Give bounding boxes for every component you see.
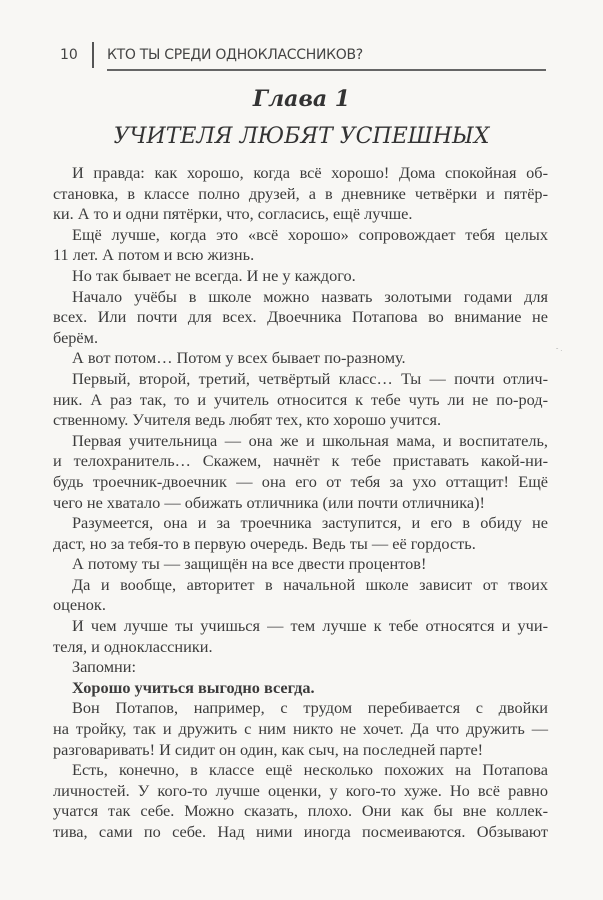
header-rule xyxy=(107,69,546,71)
text-line: А потому ты — защищён на все двести процентов! xyxy=(72,554,427,574)
paragraph xyxy=(53,554,548,575)
text-line: ственному. Учителя ведь любят тех, кто хорошо учится. xyxy=(53,410,442,430)
paragraph xyxy=(53,431,548,513)
paragraph xyxy=(53,266,548,287)
text-line: Первая учительница — она же и школьная мама, и воспитатель, xyxy=(72,430,548,450)
text-line: Но так бывает не всегда. И не у каждого. xyxy=(72,265,356,285)
paragraph xyxy=(53,698,548,760)
text-line: Разумеется, она и за троечника заступится, и его в обиду не xyxy=(72,513,548,533)
paragraph xyxy=(53,760,548,842)
text-line: ки. А то и одни пятёрки, что, согласись, ещё лучше. xyxy=(53,204,413,224)
paragraph xyxy=(53,163,548,225)
chapter-title: УЧИТЕЛЯ ЛЮБЯТ УСПЕШНЫХ xyxy=(113,124,490,149)
text-line: А вот потом… Потом у всех бывает по-разному. xyxy=(72,348,406,368)
paragraph xyxy=(53,657,548,678)
text-line: Есть, конечно, в классе ещё несколько похожих на Потапова xyxy=(72,760,548,780)
text-line: и телохранитель… Скажем, начнёт к тебе приставать какой-ни- xyxy=(53,451,548,471)
text-line: теля, и одноклассники. xyxy=(53,636,213,656)
paragraph xyxy=(53,369,548,431)
text-line: личностей. У кого-то лучше оценки, у кого-то хуже. Но всё равно xyxy=(53,780,548,800)
text-line: учатся так себе. Можно сказать, плохо. Они как бы вне коллек- xyxy=(53,801,548,821)
text-line: даст, но за тебя-то в первую очередь. Ведь ты — её гордость. xyxy=(53,533,476,553)
text-line: становка, в классе полно друзей, а в дневнике четвёрки и пятёр- xyxy=(53,183,548,203)
text-line: будь троечник-двоечник — она его от тебя за ухо оттащит! Ещё xyxy=(53,471,548,491)
text-line: на тройку, так и дружить с ним никто не хочет. Да что дружить — xyxy=(53,719,548,739)
text-line: тива, сами по себе. Над ними иногда посмеиваются. Обзывают xyxy=(53,822,548,841)
paragraph xyxy=(53,287,548,349)
running-title: КТО ТЫ СРЕДИ ОДНОКЛАССНИКОВ? xyxy=(107,47,363,63)
text-line: Да и вообще, авторитет в начальной школе зависит от твоих xyxy=(72,574,548,594)
text-line: всех. Или почти для всех. Двоечника Потапова во внимание не xyxy=(53,307,548,327)
header-divider xyxy=(92,42,94,68)
text-line: разговаривать! И сидит он один, как сыч, на последней парте! xyxy=(53,739,484,759)
body-text xyxy=(53,163,548,843)
text-line: И правда: как хорошо, когда всё хорошо! Дома спокойная об- xyxy=(72,163,548,182)
text-line: И чем лучше ты учишься — тем лучше к тебе относятся и учи- xyxy=(72,616,548,636)
paragraph xyxy=(53,348,548,369)
text-line: 11 лет. А потом и всю жизнь. xyxy=(53,245,255,265)
paragraph xyxy=(53,616,548,657)
paragraph xyxy=(53,575,548,616)
emphasis-paragraph xyxy=(53,678,548,699)
page-number: 10 xyxy=(60,47,78,63)
text-line: Первый, второй, третий, четвёртый класс… Ты — почти отлич- xyxy=(72,368,548,388)
scan-speck: ˘ · xyxy=(556,347,563,355)
text-line: оценок. xyxy=(53,595,106,615)
chapter-label: Глава 1 xyxy=(252,86,351,112)
text-line: Ещё лучше, когда это «всё хорошо» сопровождает тебя целых xyxy=(72,224,548,244)
paragraph xyxy=(53,225,548,266)
text-line: берём. xyxy=(53,327,99,347)
text-line: Начало учёбы в школе можно назвать золотыми годами для xyxy=(72,286,548,306)
text-line: Хорошо учиться выгодно всегда. xyxy=(72,677,315,697)
text-line: Запомни: xyxy=(72,657,136,677)
text-line: чего не хватало — обижать отличника (или почти отличника)! xyxy=(53,492,485,512)
text-line: Вон Потапов, например, с трудом перебивается с двойки xyxy=(72,698,548,718)
text-line: ник. А раз так, то и учитель относится к тебе чуть ли не по-род- xyxy=(53,389,548,409)
paragraph xyxy=(53,513,548,554)
